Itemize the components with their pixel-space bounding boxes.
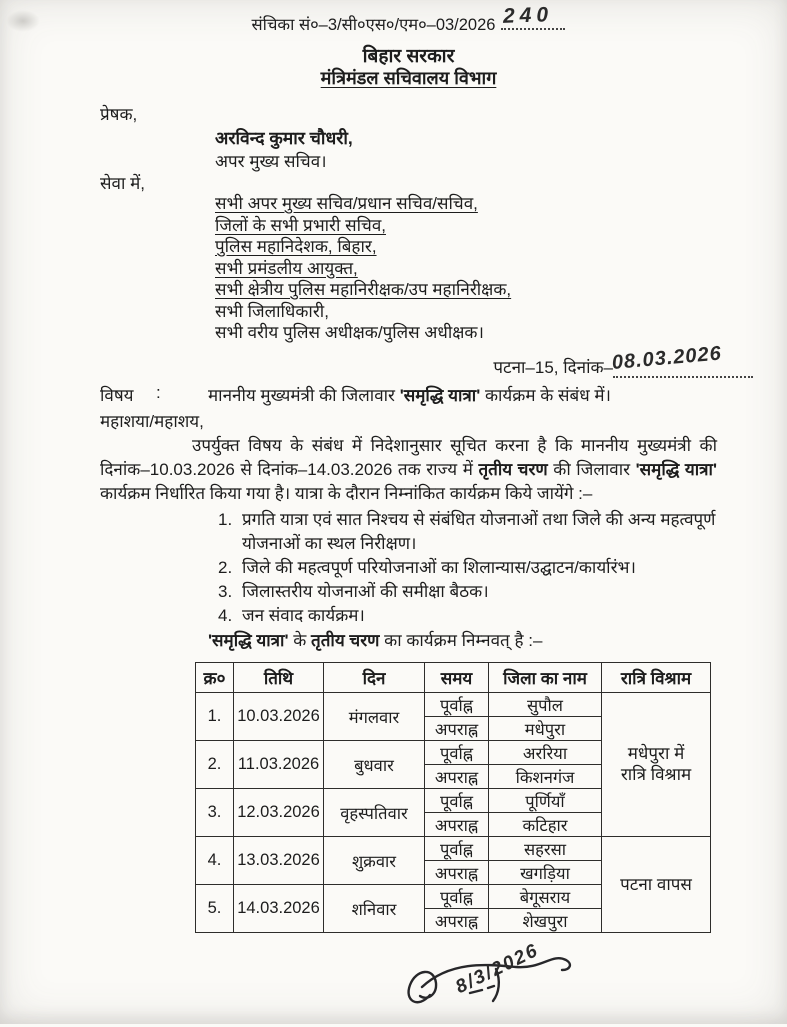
- header-serial: क्र०: [196, 662, 234, 692]
- cell-district: खगड़िया: [489, 860, 602, 884]
- cell-sn: 4.: [196, 836, 234, 884]
- cell-time: अपराह्न: [425, 716, 489, 740]
- cell-time: पूर्वाह्न: [425, 692, 489, 716]
- subject-line: [100, 383, 717, 409]
- file-number-line: [100, 3, 717, 42]
- activity-text: जन संवाद कार्यक्रम।: [242, 605, 365, 625]
- activity-item: [218, 508, 717, 556]
- cell-district: किशनगंज: [489, 764, 602, 788]
- cell-time: पूर्वाह्न: [425, 740, 489, 764]
- recipient-item: सभी जिलाधिकारी,: [215, 301, 329, 321]
- header-day: दिन: [324, 662, 425, 692]
- cell-district: बेगूसराय: [489, 884, 602, 908]
- header-district: जिला का नाम: [489, 662, 602, 692]
- recipient-item: पुलिस महानिदेशक, बिहार,: [215, 237, 377, 256]
- table-header-row: [196, 662, 711, 692]
- activity-number: 2.: [218, 557, 233, 577]
- activity-number: 1.: [218, 509, 233, 529]
- cell-time: पूर्वाह्न: [425, 836, 489, 860]
- cell-date: 11.03.2026: [234, 740, 324, 788]
- date-handwritten: 08.03.2026: [610, 341, 723, 374]
- cell-time: पूर्वाह्न: [425, 788, 489, 812]
- sender-designation: अपर मुख्य सचिव।: [215, 152, 327, 171]
- cell-district: अररिया: [489, 740, 602, 764]
- body-paragraph: उपर्युक्त विषय के संबंध में निदेशानुसार सूचित करना है कि माननीय मुख्यमंत्री की दिनांक–10.03.2026 से दिनांक–14.03.2026 तक राज्य में तृतीय चरण की जिलावार 'समृद्धि यात्रा' कार्यक्रम निर्धारित किया गया है। यात्रा के दौरान निम्नांकित कार्यक्रम किये जायेंगे :–: [100, 435, 717, 503]
- file-number-handwritten: 240: [503, 3, 554, 28]
- cell-day: वृहस्पतिवार: [324, 788, 425, 836]
- cell-day: शुक्रवार: [324, 836, 425, 884]
- cell-sn: 1.: [196, 692, 234, 740]
- place-date-label: पटना–15, दिनांक–: [493, 357, 613, 377]
- recipient-item: सभी वरीय पुलिस अधीक्षक/पुलिस अधीक्षक।: [215, 323, 484, 342]
- activity-item: [218, 580, 717, 604]
- cell-date: 14.03.2026: [234, 884, 324, 932]
- signature-block: [400, 937, 660, 1027]
- activity-text: प्रगति यात्रा एवं सात निश्चय से संबंधित योजनाओं तथा जिले की अन्य महत्वपूर्ण योजनाओं का स्थल निरीक्षण।: [242, 509, 716, 553]
- from-label: प्रेषक,: [100, 105, 138, 124]
- activity-number: 3.: [218, 581, 233, 601]
- cell-date: 12.03.2026: [234, 788, 324, 836]
- cell-day: बुधवार: [324, 740, 425, 788]
- subject-colon: :: [156, 382, 161, 402]
- schedule-intro-line: 'समृद्धि यात्रा' के तृतीय चरण का कार्यक्रम निम्नवत् है :–: [208, 630, 543, 650]
- recipient-list: [215, 193, 717, 344]
- cell-district: सहरसा: [489, 836, 602, 860]
- cell-time: अपराह्न: [425, 908, 489, 932]
- subject-highlight: 'समृद्धि यात्रा': [399, 385, 481, 405]
- activity-text: जिले की महत्वपूर्ण परियोजनाओं का शिलान्यास/उद्घाटन/कार्यारंभ।: [242, 557, 636, 577]
- government-title: बिहार सरकार: [362, 46, 455, 67]
- subject-text: माननीय मुख्यमंत्री की जिलावार 'समृद्धि यात्रा' कार्यक्रम के संबंध में।: [208, 385, 612, 405]
- scan-smudge: [6, 10, 40, 32]
- recipient-item: सभी प्रमंडलीय आयुक्त,: [215, 258, 358, 278]
- cell-sn: 3.: [196, 788, 234, 836]
- yatra-highlight: 'समृद्धि यात्रा': [635, 459, 717, 479]
- cell-time: अपराह्न: [425, 860, 489, 884]
- sender-name: अरविन्द कुमार चौधरी,: [215, 128, 353, 148]
- recipient-item: सभी अपर मुख्य सचिव/प्रधान सचिव/सचिव,: [215, 194, 478, 213]
- cell-district: सुपौल: [489, 692, 602, 716]
- department-title: मंत्रिमंडल सचिवालय विभाग: [320, 68, 497, 88]
- cell-district: शेखपुरा: [489, 908, 602, 932]
- to-label: सेवा में,: [100, 174, 145, 193]
- phase-highlight: तृतीय चरण: [478, 459, 548, 479]
- recipient-item: सभी क्षेत्रीय पुलिस महानिरीक्षक/उप महानिरीक्षक,: [215, 280, 512, 299]
- activity-number: 4.: [218, 605, 233, 625]
- cell-time: पूर्वाह्न: [425, 884, 489, 908]
- activity-item: [218, 556, 717, 580]
- date-dotted-line: [610, 341, 753, 378]
- subject-label: विषय: [100, 385, 134, 405]
- table-row: [196, 836, 711, 860]
- activity-text: जिलास्तरीय योजनाओं की समीक्षा बैठक।: [242, 581, 489, 601]
- cell-date: 10.03.2026: [234, 692, 324, 740]
- salutation: महाशया/महाशय,: [100, 411, 204, 431]
- activity-item: [218, 604, 717, 628]
- header-night-halt: रात्रि विश्राम: [602, 662, 711, 692]
- cell-sn: 2.: [196, 740, 234, 788]
- file-number-dotted-line: [501, 3, 565, 30]
- cell-time: अपराह्न: [425, 764, 489, 788]
- cell-district: पूर्णियाँ: [489, 788, 602, 812]
- cell-district: कटिहार: [489, 812, 602, 836]
- cell-night-halt: पटना वापस: [602, 836, 711, 932]
- cell-night-halt: मधेपुरा में रात्रि विश्राम: [602, 692, 711, 836]
- cell-time: अपराह्न: [425, 812, 489, 836]
- file-number-label: संचिका सं०–3/सी०एस०/एम०–03/2026: [251, 16, 496, 34]
- cell-day: मंगलवार: [324, 692, 425, 740]
- recipient-item: जिलों के सभी प्रभारी सचिव,: [215, 215, 386, 235]
- cell-day: शनिवार: [324, 884, 425, 932]
- table-row: [196, 692, 711, 716]
- place-date-line: [100, 341, 753, 378]
- cell-district: मधेपुरा: [489, 716, 602, 740]
- activity-list: [218, 508, 717, 628]
- cell-sn: 5.: [196, 884, 234, 932]
- header-date: तिथि: [234, 662, 324, 692]
- schedule-table: [195, 662, 711, 933]
- cell-date: 13.03.2026: [234, 836, 324, 884]
- header-time: समय: [425, 662, 489, 692]
- signature-date-handwritten: 8/3/2026: [452, 939, 543, 998]
